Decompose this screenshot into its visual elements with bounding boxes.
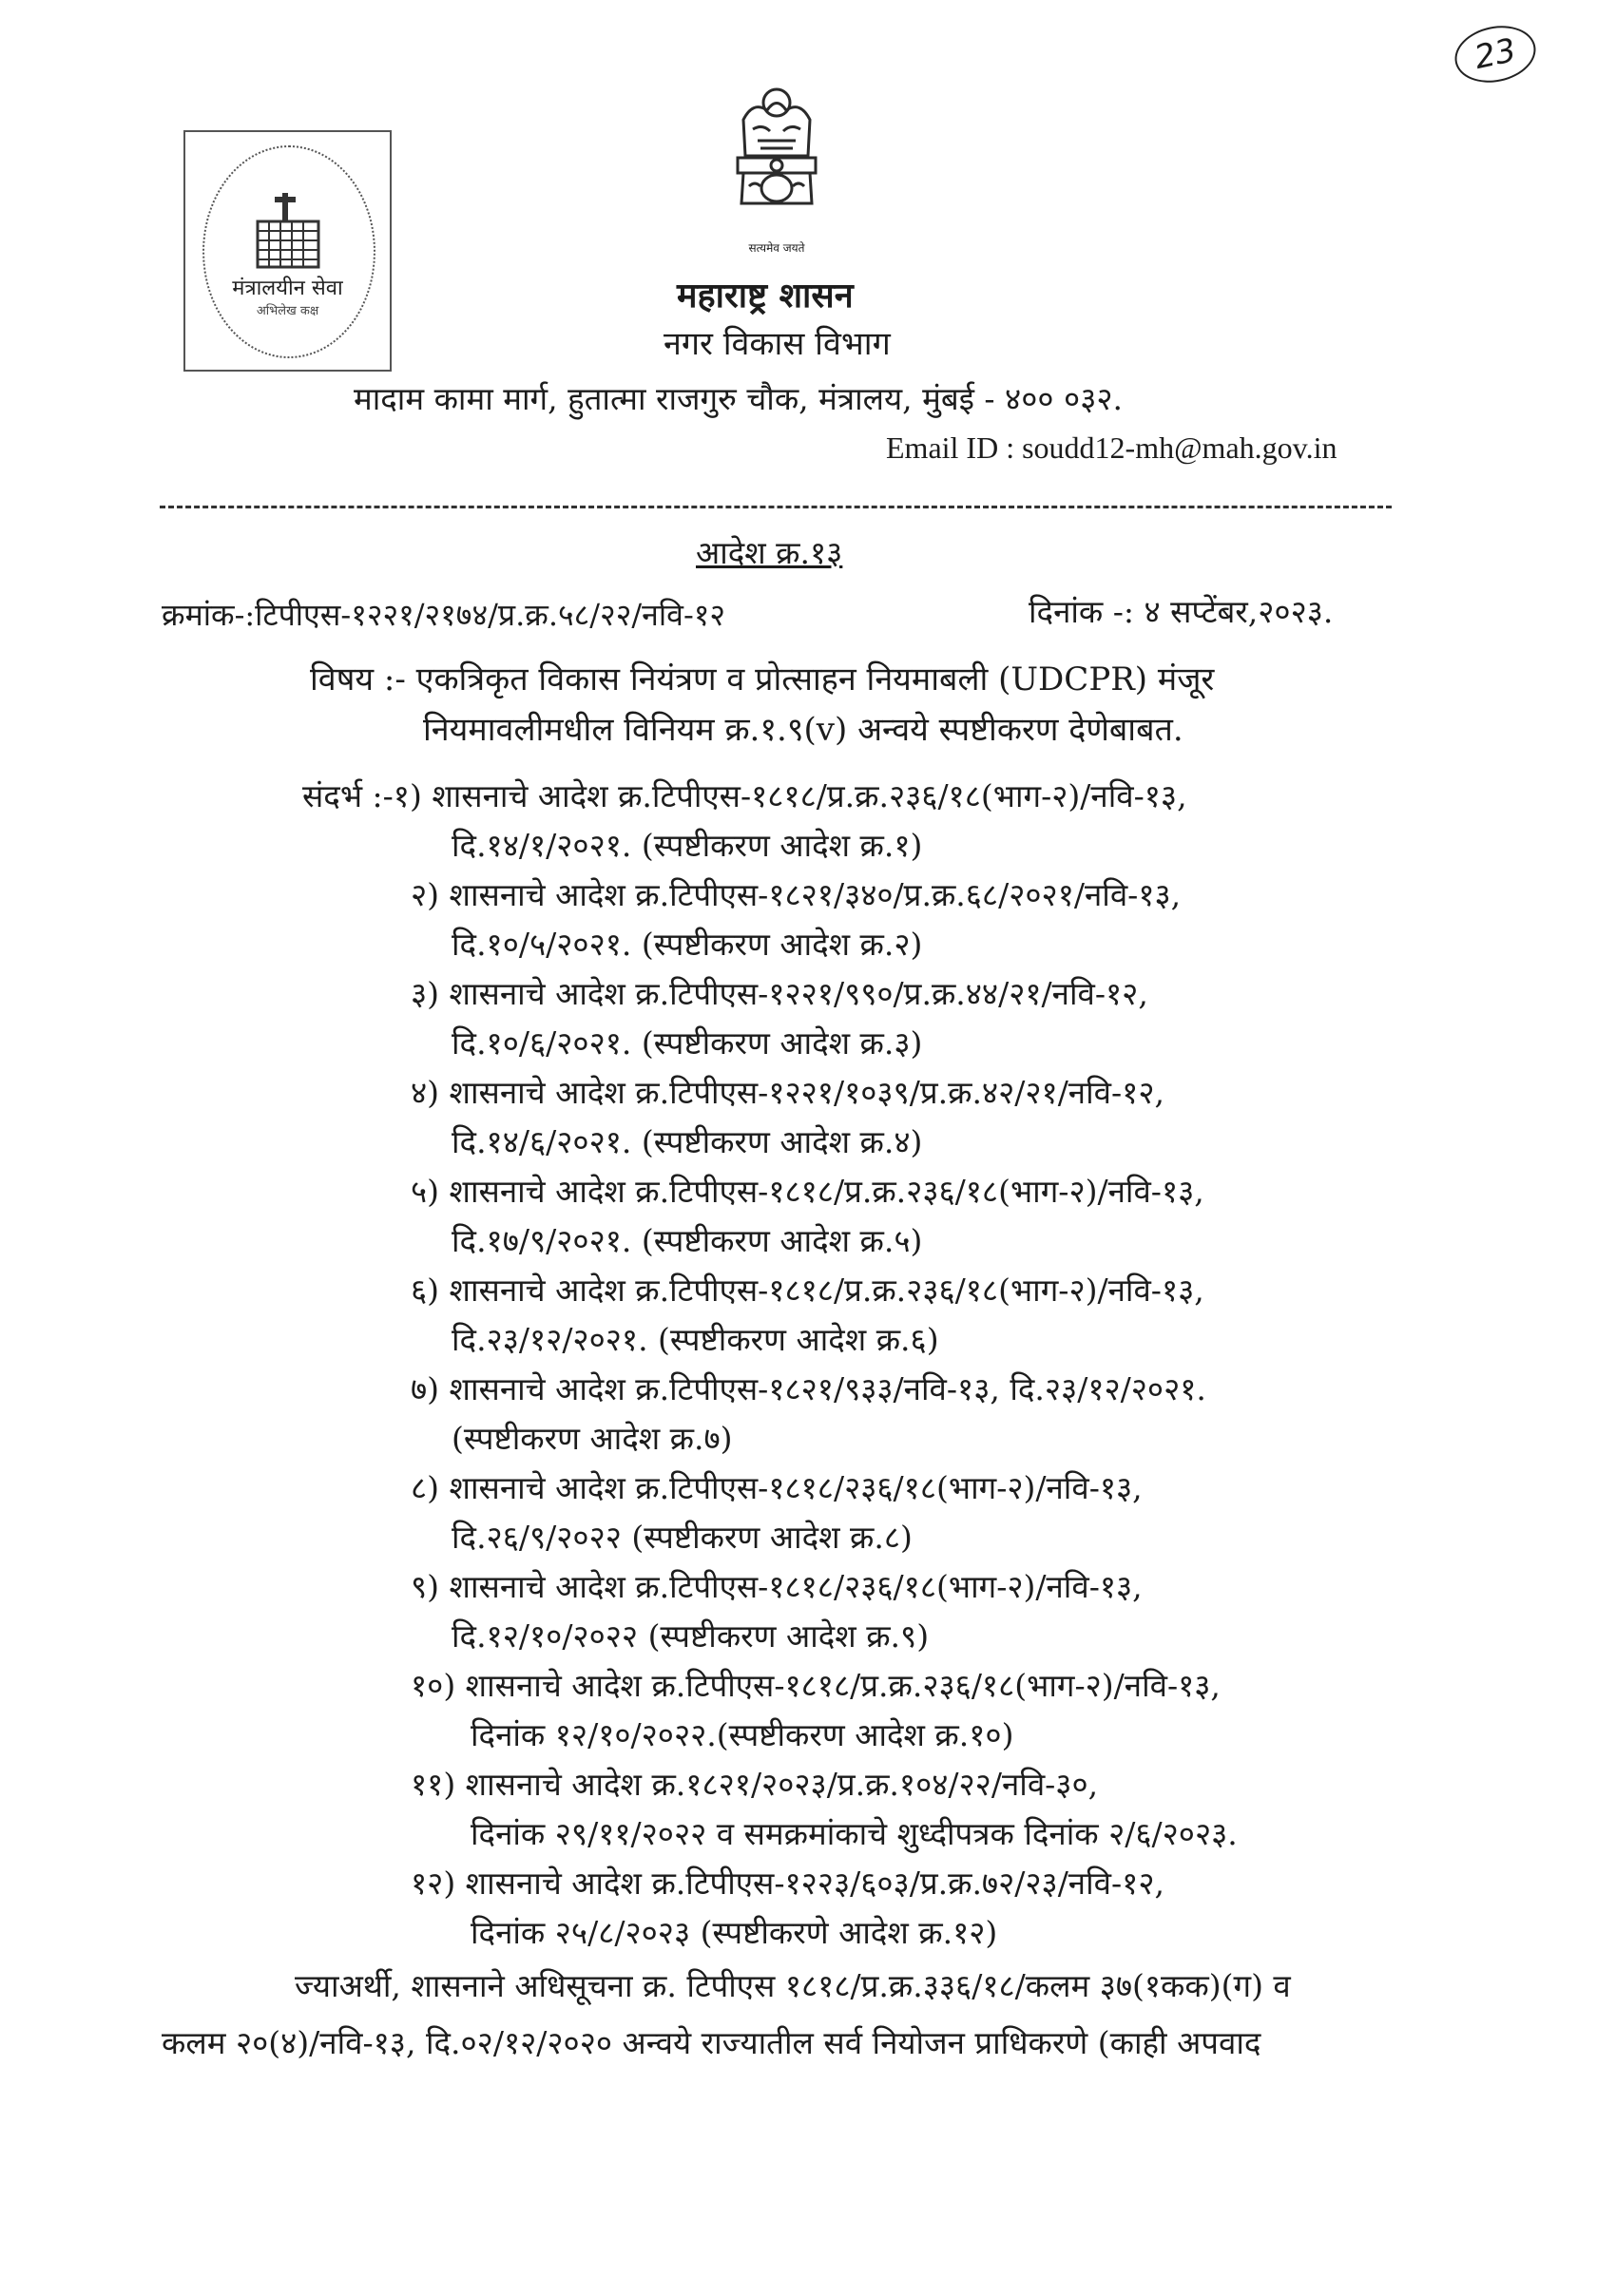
reference-8-line-1: ८) शासनाचे आदेश क्र.टिपीएस-१८१८/२३६/१८(भाग-२)/नवि-१३,: [411, 1469, 1143, 1506]
reference-7-line-2: (स्पष्टीकरण आदेश क्र.७): [452, 1420, 733, 1457]
header-divider: [160, 506, 1392, 508]
body-paragraph-line-2: कलम २०(४)/नवि-१३, दि.०२/१२/२०२० अन्वये राज्यातील सर्व नियोजन प्राधिकरणे (काही अपवाद: [162, 2024, 1261, 2061]
building-icon: [250, 189, 326, 275]
order-date: दिनांक -: ४ सप्टेंबर,२०२३.: [1029, 593, 1334, 630]
order-number: क्रमांक-:टिपीएस-१२२१/२१७४/प्र.क्र.५८/२२/नवि-१२: [162, 597, 726, 633]
email-id: Email ID : soudd12-mh@mah.gov.in: [886, 430, 1337, 465]
reference-1-line-1: संदर्भ :-१) शासनाचे आदेश क्र.टिपीएस-१८१८/प्र.क्र.२३६/१८(भाग-२)/नवि-१३,: [302, 777, 1187, 814]
reference-12-line-2: दिनांक २५/८/२०२३ (स्पष्टीकरणे आदेश क्र.१२): [471, 1914, 998, 1951]
reference-5-line-1: ५) शासनाचे आदेश क्र.टिपीएस-१८१८/प्र.क्र.२३६/१८(भाग-२)/नवि-१३,: [411, 1173, 1204, 1210]
department-name: नगर विकास विभाग: [664, 325, 891, 363]
reference-3-line-2: दि.१०/६/२०२१. (स्पष्टीकरण आदेश क्र.३): [452, 1024, 923, 1062]
reference-8-line-2: दि.२६/९/२०२२ (स्पष्टीकरण आदेश क्र.८): [452, 1519, 913, 1556]
reference-11-line-2: दिनांक २९/११/२०२२ व समक्रमांकाचे शुध्दीपत्रक दिनांक २/६/२०२३.: [471, 1815, 1238, 1852]
stamp-label: मंत्रालयीन सेवा: [232, 277, 343, 300]
reference-6-line-1: ६) शासनाचे आदेश क्र.टिपीएस-१८१८/प्र.क्र.२३६/१८(भाग-२)/नवि-१३,: [411, 1272, 1204, 1309]
order-title: आदेश क्र.१३: [696, 534, 843, 571]
body-paragraph-line-1: ज्याअर्थी, शासनाने अधिसूचना क्र. टिपीएस १८१८/प्र.क्र.३३६/१८/कलम ३७(१कक)(ग) व: [295, 1967, 1291, 2004]
reference-4-line-1: ४) शासनाचे आदेश क्र.टिपीएस-१२२१/१०३९/प्र.क्र.४२/२१/नवि-१२,: [411, 1074, 1164, 1111]
reference-11-line-1: ११) शासनाचे आदेश क्र.१८२१/२०२३/प्र.क्र.१०४/२२/नवि-३०,: [411, 1766, 1099, 1803]
reference-10-line-2: दिनांक १२/१०/२०२२.(स्पष्टीकरण आदेश क्र.१०): [471, 1716, 1014, 1753]
subject-line-2: नियमावलीमधील विनियम क्र.१.९(v) अन्वये स्पष्टीकरण देणेबाबत.: [423, 711, 1183, 749]
reference-9-line-1: ९) शासनाचे आदेश क्र.टिपीएस-१८१८/२३६/१८(भाग-२)/नवि-१३,: [411, 1568, 1143, 1605]
government-name: महाराष्ट्र शासन: [677, 276, 854, 316]
reference-2-line-1: २) शासनाचे आदेश क्र.टिपीएस-१८२१/३४०/प्र.क्र.६८/२०२१/नवि-१३,: [411, 876, 1182, 913]
reference-3-line-1: ३) शासनाचे आदेश क्र.टिपीएस-१२२१/९९०/प्र.क्र.४४/२१/नवि-१२,: [411, 975, 1148, 1012]
reference-9-line-2: दि.१२/१०/२०२२ (स्पष्टीकरण आदेश क्र.९): [452, 1617, 930, 1655]
mantralaya-seal-stamp: [183, 130, 392, 372]
reference-10-line-1: १०) शासनाचे आदेश क्र.टिपीएस-१८१८/प्र.क्र.२३६/१८(भाग-२)/नवि-१३,: [411, 1667, 1221, 1704]
reference-5-line-2: दि.१७/९/२०२१. (स्पष्टीकरण आदेश क्र.५): [452, 1222, 923, 1259]
lion-capital-icon: [724, 82, 829, 234]
reference-2-line-2: दि.१०/५/२०२१. (स्पष्टीकरण आदेश क्र.२): [452, 926, 923, 963]
national-emblem: [724, 82, 829, 253]
stamp-sub-label: अभिलेख कक्ष: [256, 304, 319, 318]
subject-line-1: विषय :- एकत्रिकृत विकास नियंत्रण व प्रोत्साहन नियमाबली (UDCPR) मंजूर: [310, 660, 1215, 698]
reference-6-line-2: दि.२३/१२/२०२१. (स्पष्टीकरण आदेश क्र.६): [452, 1321, 939, 1358]
reference-7-line-1: ७) शासनाचे आदेश क्र.टिपीएस-१८२१/९३३/नवि-१३, दि.२३/१२/२०२१.: [411, 1370, 1206, 1407]
reference-12-line-1: १२) शासनाचे आदेश क्र.टिपीएस-१२२३/६०३/प्र.क्र.७२/२३/नवि-१२,: [411, 1865, 1164, 1902]
reference-4-line-2: दि.१४/६/२०२१. (स्पष्टीकरण आदेश क्र.४): [452, 1123, 923, 1160]
emblem-motto: सत्यमेव जयते: [748, 241, 805, 255]
office-address: मादाम कामा मार्ग, हुतात्मा राजगुरु चौक, मंत्रालय, मुंबई - ४०० ०३२.: [354, 380, 1123, 417]
page-number: 23: [1450, 19, 1541, 90]
reference-1-line-2: दि.१४/१/२०२१. (स्पष्टीकरण आदेश क्र.१): [452, 827, 923, 864]
